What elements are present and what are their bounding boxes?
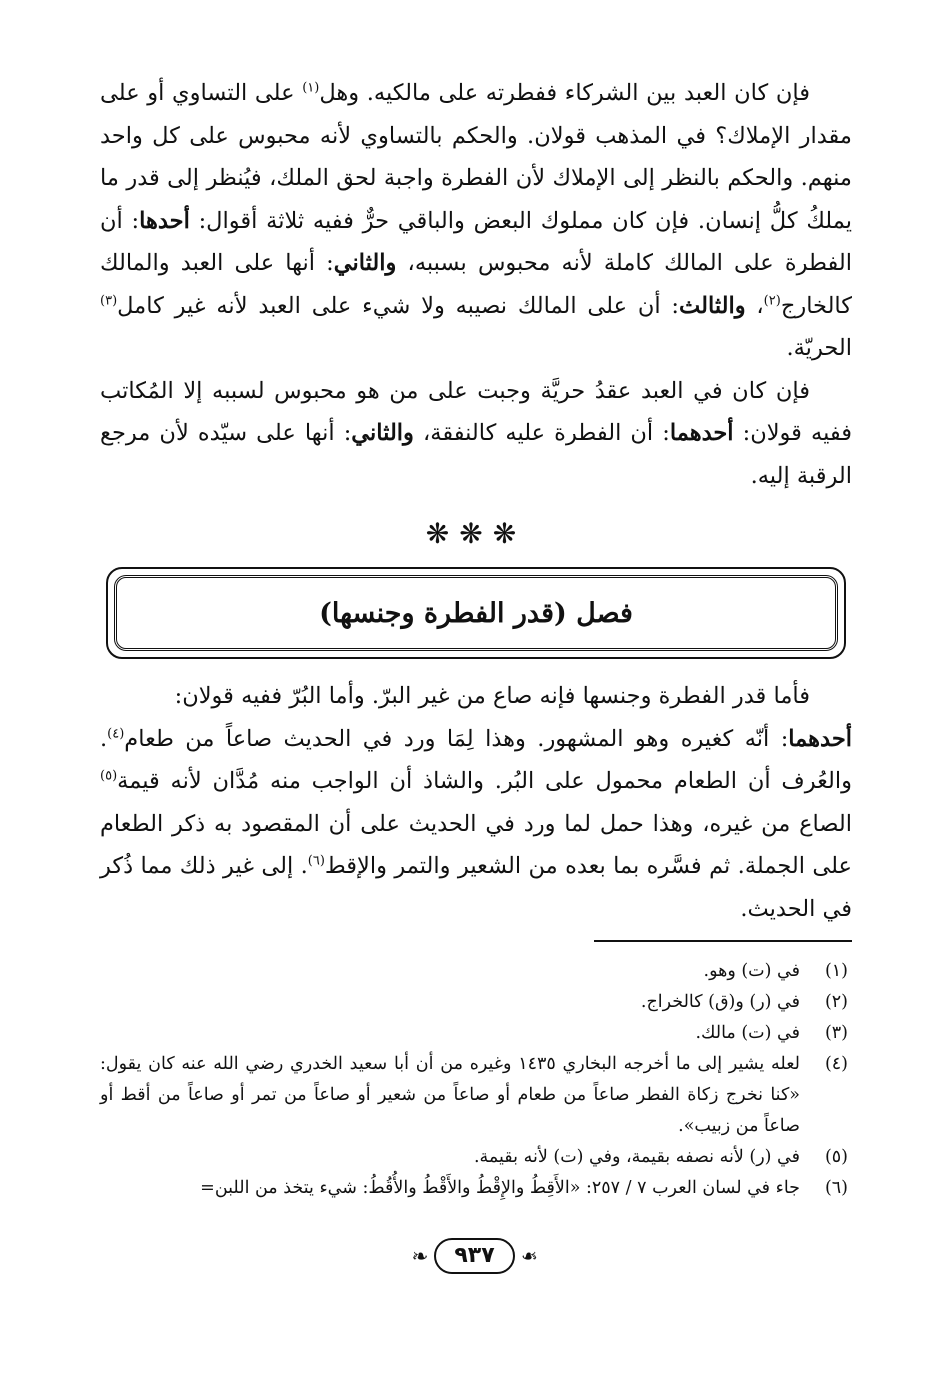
text-run: . والعُرف أن الطعام محمول على البُر. والشاذ أن الواجب منه مُدَّان لأنه قيمة (100, 725, 852, 794)
page-number: ٩٣٧ (434, 1238, 514, 1274)
bold-term: أحدهما (788, 725, 852, 752)
page-number-ornament (412, 1238, 538, 1274)
text-run: . إلى غير ذلك مما ذُكر في الحديث. (100, 853, 852, 922)
bold-term: أحدها (139, 207, 190, 234)
text-run: ، (745, 292, 764, 319)
footnote-item (100, 1142, 852, 1173)
bold-term: والثالث (679, 292, 746, 319)
footnote-number: (٢) (824, 992, 848, 1012)
text-run: : أنها على العبد والمالك كالخارج (100, 250, 853, 319)
text-run: : أن الفطرة على المالك كاملة لأنه محبوس بسببه، (100, 207, 852, 276)
footnote-text: في (ت) وهو. (703, 961, 800, 981)
text-run: فإن كان العبد بين الشركاء ففطرته على مالكيه. وهل (319, 80, 810, 106)
section-separator: ❋❋❋ (425, 517, 527, 550)
footnote-number: (٤) (824, 1054, 848, 1074)
footnote-number: (٥) (824, 1147, 848, 1167)
paragraph-3 (100, 675, 852, 718)
footnote-text: في (ر) لأنه نصفه بقيمة، وفي (ت) لأنه بقيمة. (473, 1147, 800, 1167)
footnote-ref-5[interactable]: (٥) (100, 768, 118, 784)
footnote-item (100, 956, 852, 987)
paragraph-2 (100, 370, 852, 498)
text-run: : أنها على سيّده لأن مرجع الرقبة إليه. (100, 420, 852, 489)
section-heading: فصل (قدر الفطرة وجنسها) (114, 575, 838, 651)
text-run: الحريّة. (786, 335, 852, 361)
footnote-number: (٣) (824, 1023, 848, 1043)
text-run: فأما قدر الفطرة وجنسها فإنه صاع من غير البرّ. وأما البُرّ ففيه قولان: (174, 683, 810, 709)
footnote-text: لعله يشير إلى ما أخرجه البخاري ١٤٣٥ وغيره من أن أبا سعيد الخدري رضي الله عنه كان يقول: «كنا نخرج زكاة الفطر صاعاً من طعام أو صاعاً من شعير أو صاعاً من تمر أو صاعاً من أقط أو صاعاً من زبيب». (100, 1054, 800, 1136)
footnote-text: في (ر) و(ق) كالخراج. (640, 992, 800, 1012)
text-run: : أن الفطرة عليه كالنفقة، (413, 420, 670, 446)
text-run: على التساوي أو على مقدار الإملاك؟ في المذهب قولان. والحكم بالتساوي لأنه محبوس على كل واحد منهم. والحكم بالنظر إلى الإملاك لأن الفطرة واجبة لحق الملك، فيُنظر إلى قدر ما يملكُ كلُّ إنسان. فإن كان مملوك البعض والباقي حرٌّ ففيه ثلاثة أقوال: (100, 80, 852, 234)
text-run: فإن كان في العبد عقدُ حريَّة وجبت على من هو محبوس لسببه إلا المُكاتب ففيه قولان: (100, 377, 853, 446)
footnote-text: في (ت) مالك. (695, 1023, 800, 1043)
text-run: الصاع من غيره، وهذا حمل لما ورد في الحديث على أن المقصود به ذكر الطعام على الجملة. ثم فسَّره بما بعده من الشعير والتمر والإقط (100, 810, 852, 879)
footnote-number: (١) (824, 961, 848, 981)
text-run: : أن على المالك نصيبه ولا شيء على العبد لأنه غير كامل (117, 292, 680, 319)
ornament-left-icon: ❧ (411, 1244, 429, 1268)
footnote-item (100, 1018, 852, 1049)
footnote-ref-3[interactable]: (٣) (100, 293, 118, 308)
footnote-ref-6[interactable]: (٦) (307, 853, 325, 869)
footnote-ref-4[interactable]: (٤) (107, 726, 125, 741)
paragraph-4 (100, 718, 852, 931)
section-heading-frame (106, 567, 846, 659)
page-number-area (0, 1238, 949, 1274)
paragraph-1 (100, 72, 852, 370)
text-run: : أنّه كغيره وهو المشهور. وهذا لِمَا ورد في الحديث صاعاً من طعام (124, 725, 789, 752)
footnote-item (100, 1173, 852, 1204)
main-text (100, 72, 852, 930)
bold-term: والثاني (351, 420, 414, 446)
footnote-divider (594, 940, 852, 942)
ornament-right-icon: ❧ (520, 1244, 538, 1268)
bold-term: والثاني (333, 250, 397, 276)
bold-term: أحدهما (669, 420, 734, 446)
footnotes (100, 940, 852, 1204)
section-heading-wrap (100, 567, 852, 659)
footnote-ref-2[interactable]: (٢) (763, 293, 781, 308)
footnote-text: جاء في لسان العرب ٧ / ٢٥٧: «الأَقِطُ والإِقْطُ والأَقْطُ والأُقُطُ: شيء يتخذ من اللبن= (200, 1178, 800, 1198)
footnote-item (100, 987, 852, 1018)
footnote-number: (٦) (824, 1178, 848, 1198)
footnote-ref-1[interactable]: (١) (302, 80, 320, 96)
footnote-item (100, 1049, 852, 1142)
